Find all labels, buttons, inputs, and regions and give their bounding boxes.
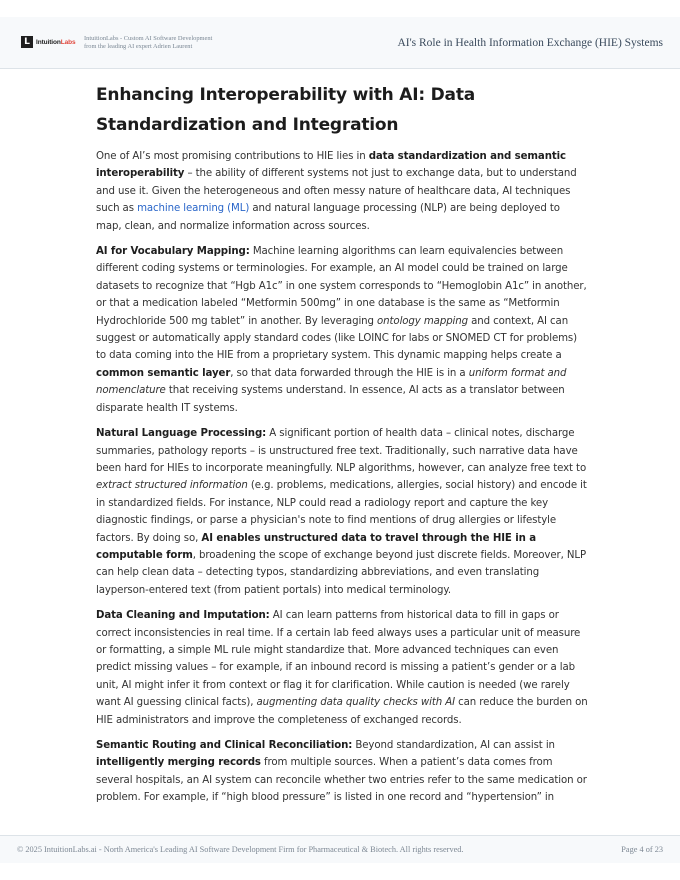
intro-bold-1: data standardization and semantic interoperability [96,151,566,180]
top-margin [0,0,680,17]
paragraph-data-cleaning [96,607,588,729]
paragraph-semantic-routing [96,737,588,807]
nlp-text-3: , broadening the scope of exchange beyond just discrete fields. Moreover, NLP can help clean data – detecting typos, standardizing abbreviations, and even translating layperson-entered text (from patient portals) into medical terminology. [96,549,587,596]
page-footer [0,835,680,863]
vocab-italic-2: uniform format and nomenclature [96,367,567,397]
nlp-text-2: (e.g. problems, medications, allergies, social history) and encode it in standardized fields. For instance, NLP could read a radiology report and capture the key diagnostic findings, or parse a physician's note to find mentions of drug allergies or lifestyle factors. By doing so, [96,480,587,544]
semantic-routing-lead: Semantic Routing and Clinical Reconciliation: [96,740,353,751]
vocab-text-4: that receiving systems understand. In essence, AI acts as a translator between disparate health IT systems. [96,385,565,414]
page-header [0,17,680,69]
vocab-italic-1: ontology mapping [377,315,469,327]
cleaning-italic-1: augmenting data quality checks with AI [256,697,456,709]
data-cleaning-lead: Data Cleaning and Imputation: [96,610,270,622]
nlp-bold-1: AI enables unstructured data to travel through the HIE in a computable form [96,532,537,561]
section-heading: Enhancing Interoperability with AI: Data Standardization and Integration [96,85,476,135]
vocab-bold-1: common semantic layer [96,367,231,379]
company-logo[interactable] [21,35,76,49]
vocab-text-3: , so that data forwarded through the HIE is in a [230,367,469,379]
bottom-margin [0,863,680,880]
page-number: Page 4 of 23 [621,845,663,854]
intro-text-1: One of AI’s most promising contributions to HIE lies in [96,151,369,162]
paragraph-nlp [96,425,588,599]
logo-text [36,39,76,46]
cleaning-text-1: AI can learn patterns from historical data to fill in gaps or correct inconsistencies in real time. If a certain lab feed always uses a particular unit of measure or formatting, a simple ML rule might standardize that. More advanced techniques can even predict missing values – for example, if an inbound record is missing a patient’s gender or a lab unit, AI might infer it from context or flag it for clarification. While caution is needed (we rarely want AI guessing clinical facts), [96,610,581,709]
paragraph-intro [96,148,588,235]
routing-text-2: from multiple sources. When a patient’s data comes from several hospitals, an AI system can reconcile whether two entries refer to the same medication or problem. For example, if “high blood pressure” is listed in one record and “hypertension” in [96,757,587,804]
vocabulary-mapping-lead: AI for Vocabulary Mapping: [96,246,250,258]
article-body [96,80,588,807]
machine-learning-link[interactable]: machine learning (ML) [137,203,250,215]
intro-text-2: – the ability of different systems not just to exchange data, but to understand and use it. Given the heterogeneous and often messy nature of healthcare data, AI techniques such as [96,168,577,215]
nlp-italic-1: extract structured information [96,480,248,492]
tagline-line-2: from the leading AI expert Adrien Laurent [84,43,193,50]
nlp-lead: Natural Language Processing: [96,428,267,440]
vocab-text-2: and context, AI can suggest or automatically apply standard codes (like LOINC for labs or SNOMED CT for problems) to data coming into the HIE from a proprietary system. This dynamic mapping helps create a [96,315,578,362]
document-title: AI's Role in Health Information Exchange (HIE) Systems [397,37,663,49]
vocab-text-1: Machine learning algorithms can learn equivalencies between different coding systems or terminologies. For example, an AI model could be trained on large datasets to recognize that “Hgb A1c” in one system corresponds to “Hemoglobin A1c” in another, or that a medication labeled “Metformin 500mg” in one database is the same as “Metformin Hydrochloride 500 mg tablet” in another. By leveraging [96,246,587,327]
routing-bold-1: intelligently merging records [96,757,261,769]
cleaning-text-2: can reduce the burden on HIE administrators and improve the completeness of exchanged records. [96,697,588,726]
nlp-text-1: A significant portion of health data – clinical notes, discharge summaries, pathology reports – is unstructured free text. Traditionally, such narrative data have been hard for HIEs to incorporate meaningfully. NLP algorithms, however, can analyze free text to [96,428,587,474]
copyright-notice: © 2025 IntuitionLabs.ai - North America's Leading AI Software Development Firm for Pharmaceutical & Biotech. All rights reserved. [17,845,464,854]
logo-text-accent: Labs [60,38,76,46]
routing-text-1: Beyond standardization, AI can assist in [352,740,555,751]
intro-text-3: and natural language processing (NLP) are being deployed to map, clean, and normalize information across sources. [96,203,560,232]
tagline-line-1: IntuitionLabs - Custom AI Software Development [84,35,213,42]
paragraph-vocabulary-mapping [96,243,588,417]
logo-text-prefix: Intuition [36,38,61,46]
logo-mark-icon: L [21,36,33,48]
header-tagline [84,35,234,51]
